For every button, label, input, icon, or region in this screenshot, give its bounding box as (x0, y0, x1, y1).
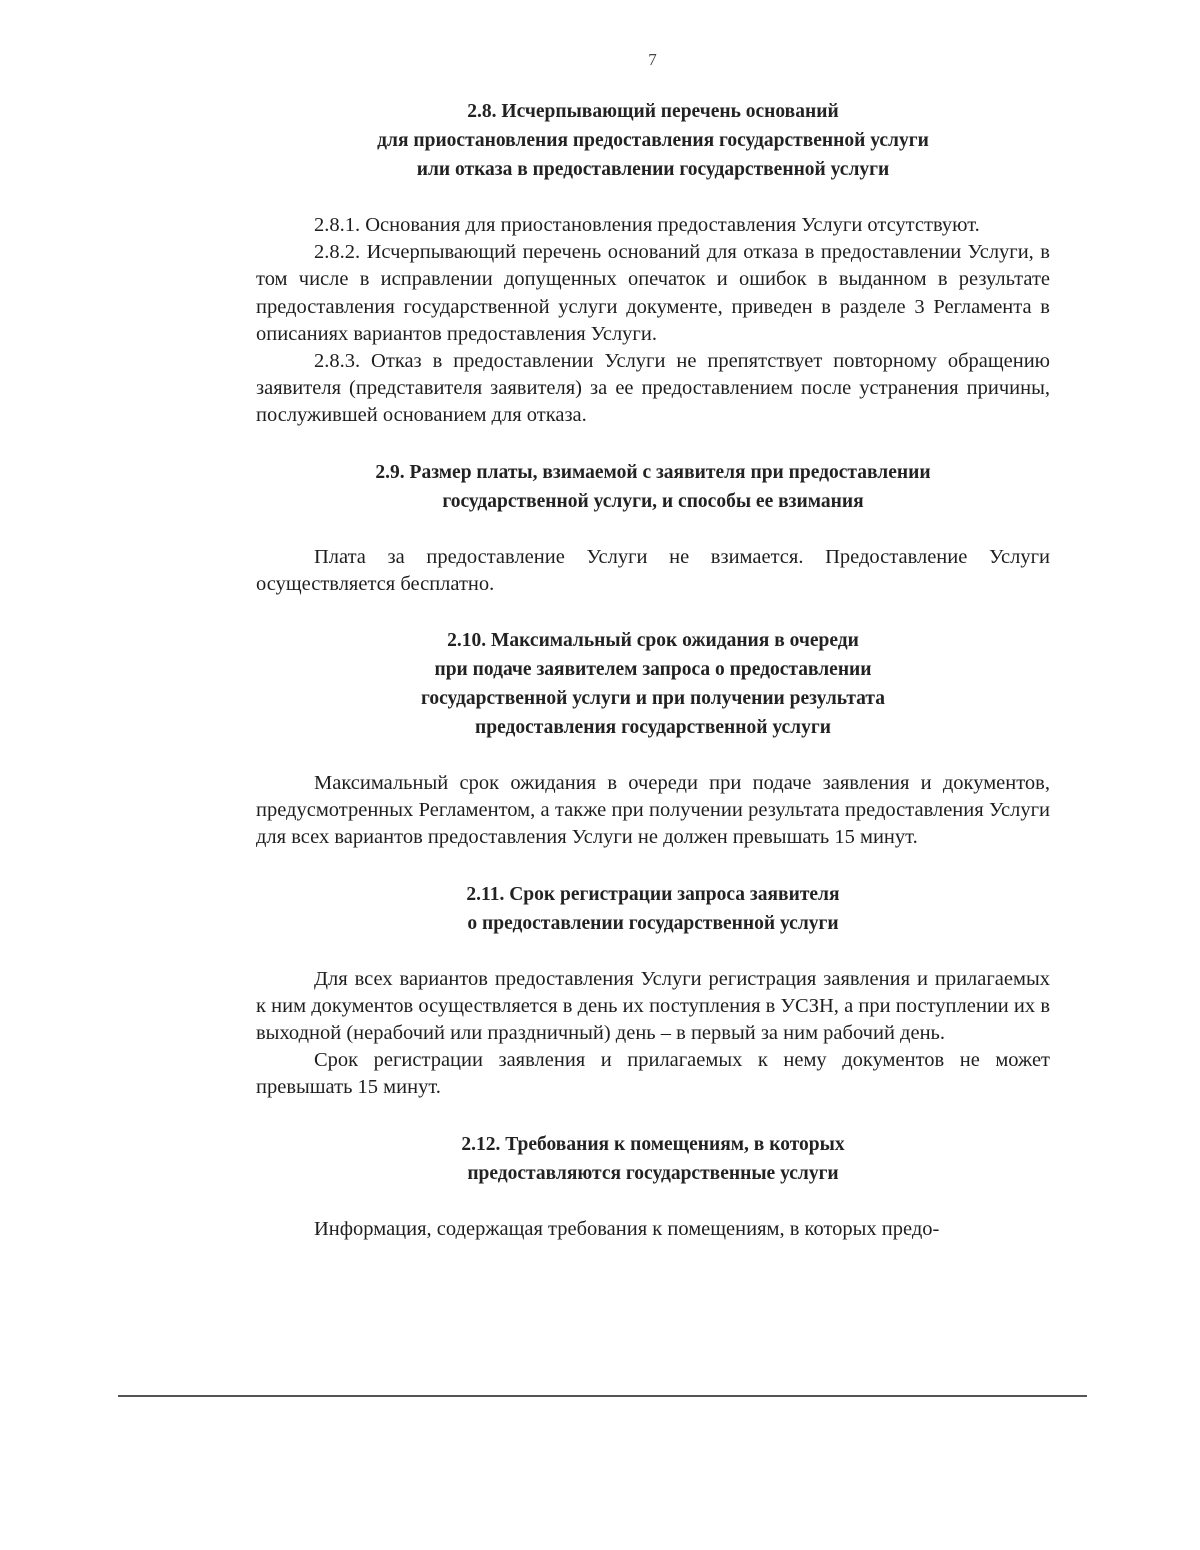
heading-line: 2.8. Исчерпывающий перечень оснований (467, 101, 839, 122)
paragraph: Срок регистрации заявления и прилагаемых к нему документов не может превышать 15 минут. (256, 1049, 1050, 1099)
section-heading (256, 97, 1050, 184)
section-2-12 (256, 1130, 1050, 1243)
heading-line: при подаче заявителем запроса о предоставлении (434, 659, 872, 681)
section-2-10 (256, 626, 1050, 852)
heading-line: 2.9. Размер платы, взимаемой с заявителя при предоставлении (375, 461, 931, 483)
heading-line: предоставления государственной услуги (475, 717, 831, 739)
section-heading (256, 458, 1050, 516)
footer-divider (118, 1395, 1087, 1397)
page-number: 7 (648, 50, 657, 69)
section-2-11 (256, 880, 1050, 1102)
heading-line: о предоставлении государственной услуги (467, 912, 839, 934)
heading-line: 2.11. Срок регистрации запроса заявителя (466, 883, 840, 905)
heading-line: 2.12. Требования к помещениям, в которых (461, 1133, 845, 1155)
paragraph: Плата за предоставление Услуги не взимается. Предоставление Услуги осуществляется бесплатно. (256, 545, 1050, 595)
section-heading (256, 626, 1050, 742)
paragraph: 2.8.1. Основания для приостановления предоставления Услуги отсутствуют. (314, 214, 980, 236)
heading-line: или отказа в предоставлении государственной услуги (416, 159, 890, 180)
heading-line: государственной услуги, и способы ее взимания (442, 490, 864, 512)
paragraph: 2.8.3. Отказ в предоставлении Услуги не препятствует повторному обращению заявителя (представителя заявителя) за ее предоставлением после устранения причины, послужившей основанием для отказа. (256, 350, 1050, 427)
paragraph: 2.8.2. Исчерпывающий перечень оснований для отказа в предоставлении Услуги, в том числе в исправлении допущенных опечаток и ошибок в выданном в результате предоставления государственной услуги документе, приведен в разделе 3 Регламента в описаниях вариантов предоставления Услуги. (256, 241, 1050, 345)
section-heading (256, 880, 1050, 938)
section-heading (256, 1130, 1050, 1188)
heading-line: для приостановления предоставления государственной услуги (377, 130, 929, 151)
heading-line: 2.10. Максимальный срок ожидания в очереди (447, 630, 859, 652)
paragraph: Для всех вариантов предоставления Услуги регистрация заявления и прилагаемых к ним документов осуществляется в день их поступления в УСЗН, а при поступлении их в выходной (нерабочий или праздничный) день – в первый за ним рабочий день. (256, 967, 1050, 1045)
heading-line: предоставляются государственные услуги (467, 1162, 839, 1184)
document-body (256, 97, 1050, 1243)
section-2-8 (256, 97, 1050, 430)
paragraph: Информация, содержащая требования к помещениям, в которых предо- (314, 1217, 940, 1240)
heading-line: государственной услуги и при получении результата (421, 688, 885, 710)
section-2-9 (256, 458, 1050, 598)
paragraph: Максимальный срок ожидания в очереди при подаче заявления и документов, предусмотренных Регламентом, а также при получении результата предоставления Услуги для всех вариантов предоставления Услуги не должен превышать 15 минут. (256, 772, 1050, 849)
